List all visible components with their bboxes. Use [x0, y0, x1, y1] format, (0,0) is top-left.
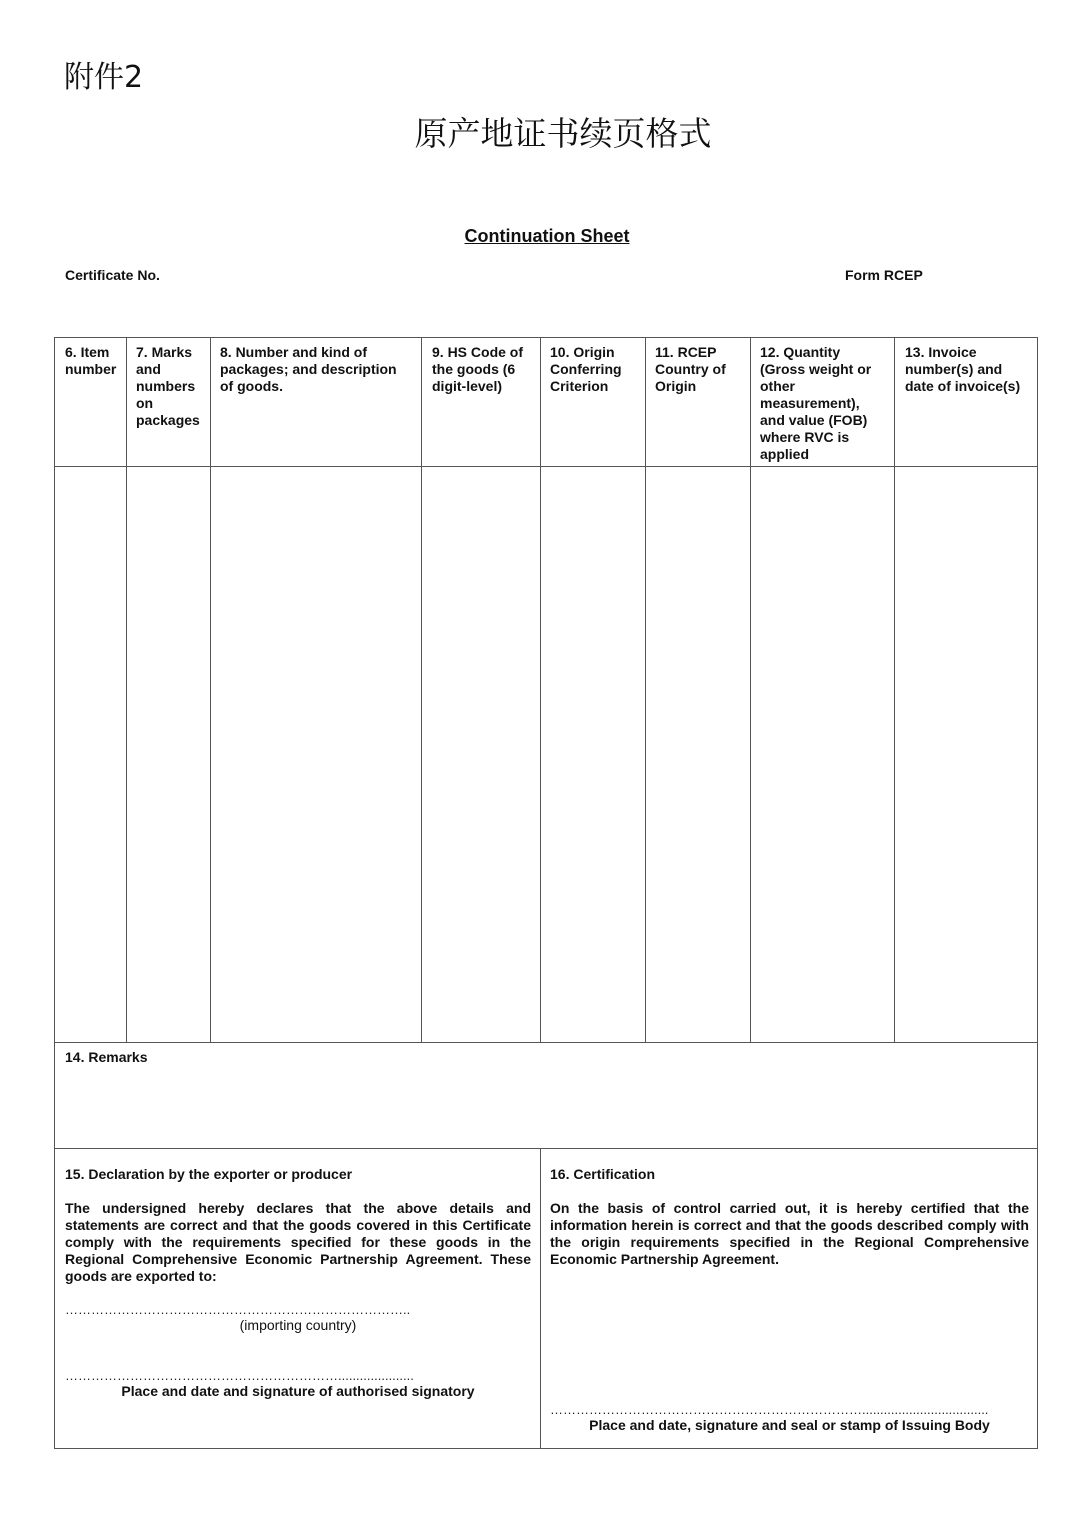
- remarks-label: 14. Remarks: [65, 1049, 148, 1065]
- certification-title: 16. Certification: [550, 1166, 656, 1182]
- column-header-country-of-origin: 11. RCEP Country of Origin: [655, 344, 726, 394]
- column-header-packages-description: 8. Number and kind of packages; and description of goods.: [220, 344, 397, 394]
- column-divider: [540, 337, 541, 1042]
- column-divider: [750, 337, 751, 1042]
- column-divider: [894, 337, 895, 1042]
- exporter-signature-caption: Place and date and signature of authorised signatory: [121, 1383, 475, 1399]
- column-divider: [126, 337, 127, 1042]
- importing-country-dotted-line: ……………………………………………………………………..: [65, 1302, 411, 1317]
- issuing-body-signature-caption: Place and date, signature and seal or stamp of Issuing Body: [589, 1417, 990, 1433]
- bottom-section-divider: [540, 1148, 541, 1449]
- column-divider: [645, 337, 646, 1042]
- column-header-quantity: 12. Quantity (Gross weight or other measurement), and value (FOB) where RVC is applied: [760, 344, 872, 462]
- attachment-label: 附件2: [64, 60, 144, 95]
- column-header-hs-code: 9. HS Code of the goods (6 digit-level): [432, 344, 524, 394]
- column-header-origin-criterion: 10. Origin Conferring Criterion: [550, 344, 622, 394]
- form-label: Form RCEP: [845, 267, 923, 283]
- header-row-divider: [54, 466, 1038, 467]
- declaration-title: 15. Declaration by the exporter or producer: [65, 1166, 353, 1182]
- sheet-title: Continuation Sheet: [464, 226, 630, 246]
- declaration-text: The undersigned hereby declares that the above details and statements are correct and that the goods covered in this Certificate comply with the requirements specified for these goods in the Regional Comprehensive Economic Partnership Agreement. These goods are exported to:: [65, 1200, 531, 1284]
- column-header-item-number: 6. Item number: [65, 344, 117, 377]
- remarks-bottom-divider: [54, 1148, 1038, 1149]
- issuing-body-dotted-line: ………………………………………………………………...................................: [550, 1402, 989, 1417]
- chinese-title: 原产地证书续页格式: [414, 114, 712, 153]
- column-divider: [210, 337, 211, 1042]
- goods-area-bottom-divider: [54, 1042, 1038, 1043]
- certificate-no-label: Certificate No.: [65, 267, 160, 283]
- column-header-marks: 7. Marks and numbers on packages: [136, 344, 200, 428]
- column-divider: [421, 337, 422, 1042]
- certification-text: On the basis of control carried out, it is hereby certified that the information herein is correct and that the goods described comply with the origin requirements specified in the Regional Comprehensive Economic Partnership Agreement.: [550, 1200, 1029, 1267]
- exporter-signature-dotted-line: ……………………………………………………….....................: [65, 1368, 414, 1383]
- importing-country-caption: (importing country): [239, 1317, 357, 1333]
- column-header-invoice: 13. Invoice number(s) and date of invoice(s): [905, 344, 1021, 394]
